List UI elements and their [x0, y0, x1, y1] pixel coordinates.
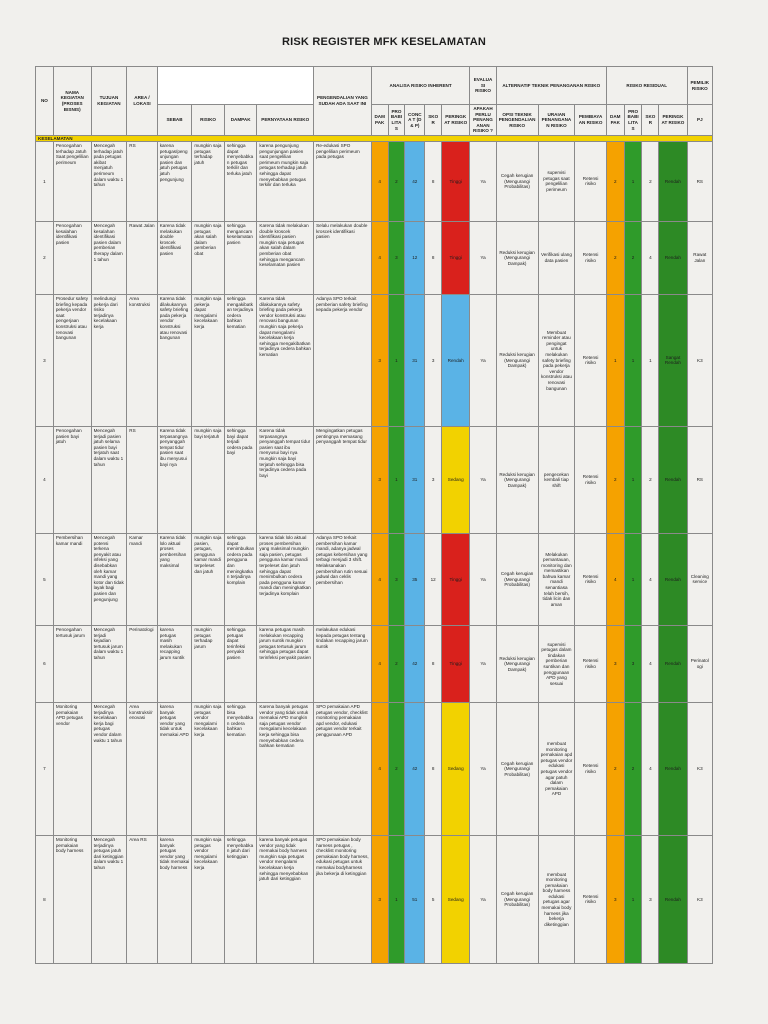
cell-opsi: Reduksi kerugian (Mengurangi Dampak): [496, 426, 538, 533]
cell-c: 51: [405, 835, 425, 963]
cell-kegiatan: Monitoring pemakaian APD petugas vendor: [53, 702, 91, 835]
col-header-peringkat: PERINGKAT RISIKO: [442, 105, 470, 136]
col-header-identifikasi: [157, 67, 313, 105]
cell-sebab: karena petugas masih melakukan recapping jarum suntik: [157, 625, 192, 702]
cell-uraian: Membuat reminder atau pengingat untuk melakukan safety briefing pada pekerja vendor konstruksi atau renovasi bangunan: [538, 294, 575, 426]
cell-pj: K3: [687, 702, 712, 835]
cell-pj: RS: [687, 426, 712, 533]
cell-perlu: Ya: [470, 141, 496, 221]
cell-s: 8: [425, 221, 442, 294]
cell-p: 2: [388, 625, 405, 702]
cell-uraian: Verifikasi ulang data pasien: [538, 221, 575, 294]
section-label: KESELAMATAN: [36, 135, 713, 141]
cell-area: Area RS: [127, 835, 157, 963]
cell-tujuan: Mencegah terjadi kejadian tertusuk jarum dalam waktu 1 tahun: [91, 625, 127, 702]
cell-risiko: mungkin saja bayi terjatuh: [192, 426, 225, 533]
col-header-skor-res: SKOR: [642, 105, 659, 136]
table-row: [36, 533, 713, 625]
cell-rp: 2: [624, 221, 642, 294]
cell-kegiatan: Prosedur safety briefing kepada pekerja vendor saat pengerjaan konstruksi atau renovasi bangunan: [53, 294, 91, 426]
cell-c: 42: [405, 625, 425, 702]
col-header-perlu-penanganan: APAKAH PERLU PENANGANAN RISIKO ?: [470, 105, 496, 136]
cell-pj: Rawat Jalan: [687, 221, 712, 294]
cell-perlu: Ya: [470, 533, 496, 625]
cell-rd: 3: [606, 625, 624, 702]
cell-c: 35: [405, 533, 425, 625]
cell-peringkat: Rendah: [442, 294, 470, 426]
cell-pengendalian: Selalu melakukan double kroscek identifikasi pasien: [314, 221, 372, 294]
cell-pernyataan: karena pengunjung pengunjungan pasien saat pengelilian perimeum mungkin saja petugas terhadap jatuh sehingga dapat menyebabkan petugas terkilir dan terluka: [257, 141, 314, 221]
cell-rd: 3: [606, 835, 624, 963]
cell-pengendalian: SPO pemakaian body harness petugas , checklist monitoring pemakaian body harness, edukasi petugas untuk memakai bodyharness jika bekerja di ketinggian: [314, 835, 372, 963]
cell-uraian: Melakukan pemantauan, monitoring dan memastikan bahwa kamar mandi senantiasa telah bersih, tidak licin dan aman: [538, 533, 575, 625]
cell-dampak: sehingga bayi dapat terjadi cedera pada bayi: [224, 426, 257, 533]
cell-pj: RS: [687, 141, 712, 221]
cell-opsi: Cegah kerugian (Mengurangi Probabilitas): [496, 835, 538, 963]
cell-kegiatan: Pencegahan terhadap Jatuh Saat pengelilian perimeum: [53, 141, 91, 221]
cell-rper: Rendah: [659, 426, 687, 533]
cell-rper: Sangat Rendah: [659, 294, 687, 426]
cell-no: 3: [36, 294, 54, 426]
cell-opsi: Cegah kerugian (Mengurangi Probabilitas): [496, 141, 538, 221]
cell-area: Rawat Jalan: [127, 221, 157, 294]
cell-peringkat: Tinggi: [442, 533, 470, 625]
cell-kegiatan: Pencegahan tertusuk jarum: [53, 625, 91, 702]
cell-sebab: Karena tidak melakukan double kroscek identifikasi pasien: [157, 221, 192, 294]
cell-rp: 1: [624, 141, 642, 221]
cell-p: 1: [388, 426, 405, 533]
cell-rd: 2: [606, 426, 624, 533]
cell-no: 8: [36, 835, 54, 963]
cell-d: 4: [371, 702, 388, 835]
cell-perlu: Ya: [470, 221, 496, 294]
cell-biaya: Retensi risiko: [575, 426, 607, 533]
table-row: [36, 294, 713, 426]
cell-uraian: supervisi petugas dalam tindakan pemberian suntikan dan penggunaan APD yang sesuai: [538, 625, 575, 702]
cell-tujuan: Mencegah kesalahan identifikasi pasien dalam pemberian therapy dalam 1 tahun: [91, 221, 127, 294]
col-header-analisa: ANALISA RISIKO INHERENT: [371, 67, 470, 105]
cell-pengendalian: Adanya SPO terkait pembersihan kamar mandi, adanya jadwal petugas kebersihan yang terbagi menjadi 3 shift. Melaksanakan pembersihan rutin sesuai jadwal dan ceklis pembersihan: [314, 533, 372, 625]
col-header-kegiatan: NAMA KEGIATAN (PROSES BISNIS): [53, 67, 91, 136]
cell-perlu: Ya: [470, 426, 496, 533]
cell-perlu: Ya: [470, 294, 496, 426]
cell-pj: K3: [687, 294, 712, 426]
cell-kegiatan: Pembersihan kamar mandi: [53, 533, 91, 625]
cell-area: Kamar mandi: [127, 533, 157, 625]
cell-peringkat: Tinggi: [442, 221, 470, 294]
cell-rper: Rendah: [659, 533, 687, 625]
cell-pj: K3: [687, 835, 712, 963]
cell-s: 3: [425, 426, 442, 533]
cell-pernyataan: karena tidak lolo aktual proses pembersihan yang maksimal mungkin saja pasien, petugas pengguna kamar mandi terpeleset dan jatuh sehingga dapat menimbulkan cedera pada pengguna kamar mandi dan meningkatkan terjadinya komplain: [257, 533, 314, 625]
cell-dampak: sehingga bisa menyebabkan cedera bahkan kematian: [224, 702, 257, 835]
cell-s: 8: [425, 141, 442, 221]
cell-sebab: karena banyak petugas vendor yang tidak memakai body harness: [157, 835, 192, 963]
cell-pj: Cleaning service: [687, 533, 712, 625]
cell-pengendalian: melakukan edukasi kepada petugas tentang tindakan recapping jarum suntik: [314, 625, 372, 702]
cell-peringkat: Sedang: [442, 702, 470, 835]
col-header-dampak-res: DAMPAK: [606, 105, 624, 136]
cell-risiko: mungkin petugas terhadap jarum: [192, 625, 225, 702]
col-header-uraian: URAIAN PENANGANAN RISIKO: [538, 105, 575, 136]
cell-rd: 2: [606, 141, 624, 221]
cell-rp: 3: [624, 625, 642, 702]
cell-pj: Perinatologi: [687, 625, 712, 702]
cell-rp: 1: [624, 533, 642, 625]
cell-uraian: supervisi petugas saat pengelilian perimeum: [538, 141, 575, 221]
cell-no: 5: [36, 533, 54, 625]
cell-no: 4: [36, 426, 54, 533]
cell-rd: 1: [606, 294, 624, 426]
cell-rs: 4: [642, 221, 659, 294]
cell-area: Area konstruksi/renovasi: [127, 702, 157, 835]
cell-peringkat: Sedang: [442, 835, 470, 963]
cell-perlu: Ya: [470, 835, 496, 963]
cell-pernyataan: Karena banyak petugas vendor yang tidak untuk memakai APD mungkin saja petugas vendor mengalami kecelakaan kerja sehingga bisa menyebabkan cedera bahkan kematian: [257, 702, 314, 835]
cell-kegiatan: Pencegahan kesalahan identifikasi pasien: [53, 221, 91, 294]
table-row: [36, 426, 713, 533]
cell-pernyataan: Karena tidak terpasangnya penyanggah tempat tidur pasien saat ibu menyusui bayi nya mungkin saja bayi terjatuh sehingga bisa terjadinya cedera pada bayi: [257, 426, 314, 533]
col-header-peringkat-res: PERINGKAT RISIKO: [659, 105, 687, 136]
cell-rs: 2: [642, 426, 659, 533]
cell-biaya: Retensi risiko: [575, 141, 607, 221]
cell-biaya: Retensi risiko: [575, 533, 607, 625]
col-header-pj: PJ: [687, 105, 712, 136]
cell-pengendalian: SPO pemakaian APD petugas vendor, checklist monitoring pemakaian apd vendor, edukasi petugas vendor terkait penggunaan APD: [314, 702, 372, 835]
col-header-opsi: OPSI TEKNIK PENGENDALIAN RISIKO: [496, 105, 538, 136]
cell-d: 4: [371, 625, 388, 702]
cell-rs: 4: [642, 625, 659, 702]
cell-tujuan: Mencegah terjadinya petugas jatuh dari ketinggian dalam waktu 1 tahun: [91, 835, 127, 963]
cell-rper: Rendah: [659, 625, 687, 702]
table-row: [36, 625, 713, 702]
cell-risiko: mungkin saja pekerja dapat mengalami kecelakaan kerja: [192, 294, 225, 426]
cell-kegiatan: Pencegahan pasien bayi jatuh: [53, 426, 91, 533]
cell-c: 12: [405, 221, 425, 294]
cell-pernyataan: karena petugas masih melakukan recapping jarum suntik mungkin petugas tertusuk jarum sehingga petugas dapat terinfeksi penyakit pasien: [257, 625, 314, 702]
cell-opsi: Reduksi kerugian (Mengurangi Dampak): [496, 294, 538, 426]
cell-pernyataan: karena banyak petugas vendor yang tidak memakai body harness mungkin saja petugas vendor mengalami kecelakaan kerja sehingga menyebabkan jatuh dari ketinggian: [257, 835, 314, 963]
cell-rs: 2: [642, 141, 659, 221]
cell-dampak: sehingga dapat menyebabkan petugas terkilir dan terluka jatuh: [224, 141, 257, 221]
cell-s: 8: [425, 625, 442, 702]
col-header-dampak: DAMPAK: [224, 105, 257, 136]
cell-peringkat: Tinggi: [442, 141, 470, 221]
cell-pengendalian: Adanya SPO terkait pemberian safety briefing kepada pekerja vendor: [314, 294, 372, 426]
cell-d: 3: [371, 835, 388, 963]
table-row: [36, 835, 713, 963]
cell-opsi: Cegah kerugian (Mengurangi Probabilitas): [496, 533, 538, 625]
cell-p: 3: [388, 221, 405, 294]
cell-pengendalian: Re-edukasi SPO pengelilian perimeum pada petugas: [314, 141, 372, 221]
cell-risiko: mungkin saja petugas vendor mengalami kecelakaan kerja: [192, 835, 225, 963]
cell-rd: 2: [606, 702, 624, 835]
col-header-pemilik: PEMILIK RISIKO: [687, 67, 712, 105]
cell-rper: Rendah: [659, 221, 687, 294]
cell-rd: 4: [606, 533, 624, 625]
cell-opsi: Reduksi kerugian (Mengurangi Dampak): [496, 625, 538, 702]
col-header-residual: RISIKO RESIDUAL: [606, 67, 687, 105]
cell-d: 3: [371, 426, 388, 533]
cell-dampak: sehingga mengancam keselamatan pasien: [224, 221, 257, 294]
cell-sebab: Karena tidak dilakukannya safety briefing pada pekerja vendor konstruksi atau renovasi bangunan: [157, 294, 192, 426]
cell-biaya: Retensi risiko: [575, 835, 607, 963]
cell-sebab: karena banyak petugas vendor yang tidak untuk memakai APD: [157, 702, 192, 835]
cell-rs: 3: [642, 835, 659, 963]
cell-rp: 1: [624, 835, 642, 963]
cell-perlu: Ya: [470, 625, 496, 702]
cell-tujuan: Mencegah terhadap jatuh pada petugas akibat menjatuh perimeum dalam waktu 1 tahun: [91, 141, 127, 221]
risk-register-table: [35, 66, 713, 964]
table-row: [36, 221, 713, 294]
cell-rp: 2: [624, 702, 642, 835]
cell-biaya: Retensi risiko: [575, 221, 607, 294]
cell-c: 42: [405, 702, 425, 835]
cell-c: 42: [405, 141, 425, 221]
cell-perlu: Ya: [470, 702, 496, 835]
cell-kegiatan: Monitoring pemakaian body harness: [53, 835, 91, 963]
cell-rp: 1: [624, 294, 642, 426]
col-header-tujuan: TUJUAN KEGIATAN: [91, 67, 127, 136]
cell-tujuan: Mencegah potensi terkena penyakit atau infeksi yang disebabkan oleh kamar mandi yang kotor dan tidak layak bagi pasien dan pengunjung: [91, 533, 127, 625]
cell-uraian: membuat monitoring pemakaian body harness edukasi petugas agar memakai body harness jika bekerja diketinggian: [538, 835, 575, 963]
cell-area: RS: [127, 426, 157, 533]
cell-p: 3: [388, 533, 405, 625]
cell-sebab: karena petugas/pengunjungan pasien dan jatuh petugas jatuh pengunjung: [157, 141, 192, 221]
col-header-dampak-inh: DAMPAK: [371, 105, 388, 136]
cell-biaya: Retensi risiko: [575, 294, 607, 426]
col-header-skor: SKOR: [425, 105, 442, 136]
cell-c: 31: [405, 294, 425, 426]
cell-rp: 1: [624, 426, 642, 533]
cell-d: 4: [371, 141, 388, 221]
cell-opsi: Cegah kerugian (Mengurangi Probabilitas): [496, 702, 538, 835]
col-header-conca: CONCA T (D & P): [405, 105, 425, 136]
cell-risiko: mungkin saja petugas akan salah dalam pemberian obat: [192, 221, 225, 294]
col-header-probabilitas: PROBABILITAS: [388, 105, 405, 136]
col-header-pengendalian: PENGENDALIAN YANG SUDAH ADA SAAT INI: [314, 67, 372, 136]
cell-rs: 1: [642, 294, 659, 426]
cell-uraian: pengecekan kembali tiap shift: [538, 426, 575, 533]
cell-sebab: Karena tidak terpasangnya penyanggah tempat tidur pasien saat ibu menyusui bayi nya: [157, 426, 192, 533]
cell-c: 31: [405, 426, 425, 533]
cell-biaya: Retensi risiko: [575, 702, 607, 835]
col-header-pernyataan: PERNYATAAN RISIKO: [257, 105, 314, 136]
cell-s: 12: [425, 533, 442, 625]
cell-pernyataan: Karena tidak dilakukannya safety briefing pada pekerja vendor konstruksi atau renovasi bangunan mungkin saja pekerja dapat mengalami kecelakaan kerja sehingga mengakibatkan terjadinya cedera bahkan kematian: [257, 294, 314, 426]
cell-biaya: Retensi risiko: [575, 625, 607, 702]
col-header-sebab: SEBAB: [157, 105, 192, 136]
cell-sebab: Karena tidak lolo aktual proses pembersihan yang maksimal: [157, 533, 192, 625]
cell-rd: 2: [606, 221, 624, 294]
document-title: RISK REGISTER MFK KESELAMATAN: [281, 36, 486, 48]
cell-risiko: mungkin saja petugas terhadap jatuh: [192, 141, 225, 221]
cell-rper: Rendah: [659, 141, 687, 221]
cell-dampak: sehingga petugas dapat terinfeksi penyakit pasien: [224, 625, 257, 702]
cell-dampak: sehingga menyebabkan jatuh dari ketinggian: [224, 835, 257, 963]
cell-p: 2: [388, 702, 405, 835]
cell-s: 8: [425, 702, 442, 835]
cell-pengendalian: Mengingatkan petugas pentingnya memasang penyanggah tempat tidur: [314, 426, 372, 533]
cell-d: 4: [371, 533, 388, 625]
cell-dampak: sehingga mengakibatkan terjadinya cedera bahkan kematian: [224, 294, 257, 426]
cell-p: 1: [388, 294, 405, 426]
cell-opsi: Reduksi kerugian (Mengurangi Dampak): [496, 221, 538, 294]
col-header-area: AREA / LOKASI: [127, 67, 157, 136]
cell-dampak: sehingga dapat menimbulkan cedera pada pengguna dan meningkatkan terjadinya komplain: [224, 533, 257, 625]
cell-risiko: mungkin saja pasien, petugas, pengguna kamar mandi terpeleset dan jatuh: [192, 533, 225, 625]
cell-risiko: mungkin saja petugas vendor mengalami kecelakaan kerja: [192, 702, 225, 835]
cell-tujuan: melindungi pekerja dari risiko terjadinya kecelakaan kerja: [91, 294, 127, 426]
col-header-evaluasi: EVALUASI RISIKO: [470, 67, 496, 105]
cell-no: 7: [36, 702, 54, 835]
table-row: [36, 141, 713, 221]
cell-area: Perinatologi: [127, 625, 157, 702]
cell-uraian: membuat monitoring pemakaian apd petugas vendor edukasi petugas vendor agar patuh dalam pemakaian APD: [538, 702, 575, 835]
cell-peringkat: Tinggi: [442, 625, 470, 702]
col-header-probabilitas-res: PROBABILITAS: [624, 105, 642, 136]
cell-p: 2: [388, 141, 405, 221]
cell-d: 3: [371, 294, 388, 426]
cell-d: 4: [371, 221, 388, 294]
cell-rs: 4: [642, 533, 659, 625]
cell-rper: Rendah: [659, 702, 687, 835]
cell-rs: 4: [642, 702, 659, 835]
col-header-no: NO: [36, 67, 54, 136]
cell-tujuan: Mencegah terjadinya kecelakaan kerja bagi petugas vendor dalam waktu 1 tahun: [91, 702, 127, 835]
col-header-pembiayaan: PEMBIAYAAN RISIKO: [575, 105, 607, 136]
cell-p: 1: [388, 835, 405, 963]
cell-area: Area konstruksi: [127, 294, 157, 426]
cell-no: 2: [36, 221, 54, 294]
cell-pernyataan: Karena tidak melakukan double kroscek identifikasi pasien mungkin saja petugas akan salah dalam pemberian obat sehingga mengancam keselamatan pasien: [257, 221, 314, 294]
cell-no: 6: [36, 625, 54, 702]
cell-s: 5: [425, 835, 442, 963]
cell-no: 1: [36, 141, 54, 221]
cell-area: RS: [127, 141, 157, 221]
cell-peringkat: Sedang: [442, 426, 470, 533]
cell-s: 3: [425, 294, 442, 426]
col-header-alternatif: ALTERNATIF TEKNIK PENANGANAN RISIKO: [496, 67, 606, 105]
col-header-risiko: RISIKO: [192, 105, 225, 136]
cell-rper: Rendah: [659, 835, 687, 963]
table-row: [36, 702, 713, 835]
cell-tujuan: Mencegah terjadi pasien jatuh selama pasien bayi terjatuh saat dalam waktu 1 tahun: [91, 426, 127, 533]
